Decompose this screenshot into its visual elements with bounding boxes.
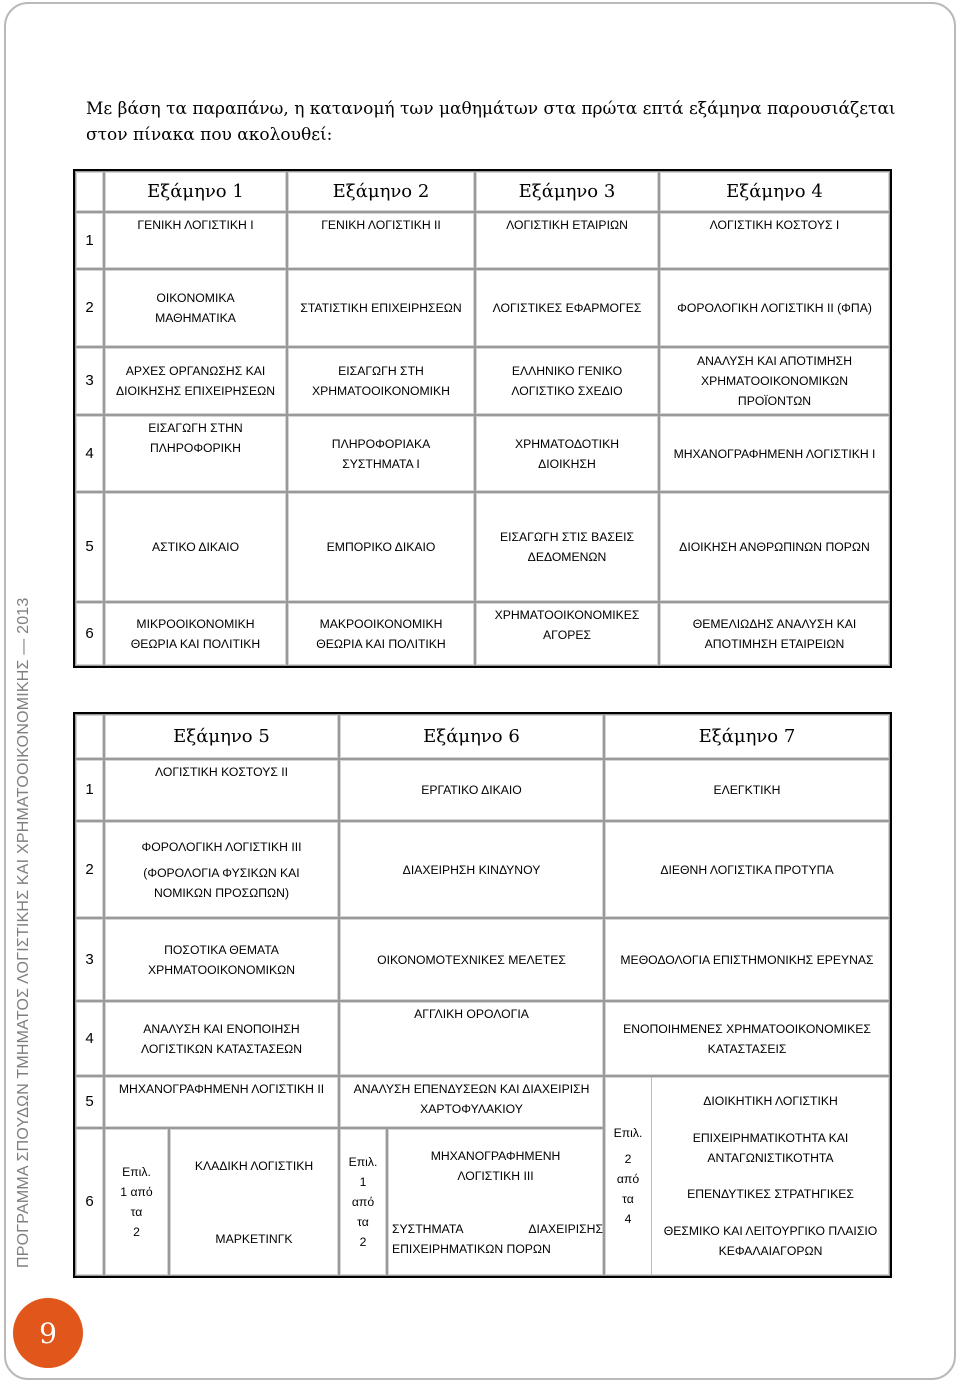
- course-cell: ΕΛΕΓΚΤΙΚΗ: [604, 759, 890, 821]
- semester-heading: Εξάμηνο 5: [104, 714, 339, 759]
- course-cell: ΕΙΣΑΓΩΓΗ ΣΤΗ ΧΡΗΜΑΤΟΟΙΚΟΝΟΜΙΚΗ: [287, 347, 475, 415]
- row-number: 4: [75, 415, 104, 492]
- course-cell: ΑΡΧΕΣ ΟΡΓΑΝΩΣΗΣ ΚΑΙ ΔΙΟΙΚΗΣΗΣ ΕΠΙΧΕΙΡΗΣΕΩΝ: [104, 347, 287, 415]
- row-number: 1: [75, 212, 104, 269]
- semesters-1-4-table: [73, 169, 892, 668]
- row-number: 3: [75, 347, 104, 415]
- course-cell: ΕΡΓΑΤΙΚΟ ΔΙΚΑΙΟ: [339, 759, 604, 821]
- row-number: 5: [75, 1076, 104, 1128]
- course-row: [75, 492, 890, 602]
- semester-heading: Εξάμηνο 1: [104, 171, 287, 212]
- elective-courses: ΜΗΧΑΝΟΓΡΑΦΗΜΕΝΗ ΛΟΓΙΣΤΙΚΗ ΙΙΙ ΣΥΣΤΗΜΑΤΑ ΔΙΑΧΕΙΡΙΣΗΣ ΕΠΙΧΕΙΡΗΜΑΤΙΚΩΝ ΠΟΡΩΝ: [387, 1128, 604, 1276]
- row-number: 6: [75, 602, 104, 666]
- elective-note: Επιλ. 1 από τα 2: [104, 1128, 169, 1276]
- course-cell: ΦΟΡΟΛΟΓΙΚΗ ΛΟΓΙΣΤΙΚΗ ΙΙ (ΦΠΑ): [659, 269, 890, 347]
- course-cell: ΠΛΗΡΟΦΟΡΙΑΚΑ ΣΥΣΤΗΜΑΤΑ Ι: [287, 415, 475, 492]
- course-cell: ΑΝΑΛΥΣΗ ΚΑΙ ΕΝΟΠΟΙΗΣΗ ΛΟΓΙΣΤΙΚΩΝ ΚΑΤΑΣΤΑΣΕΩΝ: [104, 1001, 339, 1076]
- page-number-badge: 9: [13, 1298, 83, 1368]
- course-row: [75, 602, 890, 666]
- course-cell: ΜΑΚΡΟΟΙΚΟΝΟΜΙΚΗ ΘΕΩΡΙΑ ΚΑΙ ΠΟΛΙΤΙΚΗ: [287, 602, 475, 666]
- semester-heading: Εξάμηνο 6: [339, 714, 604, 759]
- course-cell: ΛΟΓΙΣΤΙΚΗ ΚΟΣΤΟΥΣ Ι: [659, 212, 890, 269]
- course-cell: ΣΤΑΤΙΣΤΙΚΗ ΕΠΙΧΕΙΡΗΣΕΩΝ: [287, 269, 475, 347]
- course-cell: ΛΟΓΙΣΤΙΚΗ ΕΤΑΙΡΙΩΝ: [475, 212, 659, 269]
- row-number: 5: [75, 492, 104, 602]
- corner-cell: [75, 714, 104, 759]
- elective-note: Επιλ. 1 από τα 2: [339, 1128, 387, 1276]
- course-cell: ΕΜΠΟΡΙΚΟ ΔΙΚΑΙΟ: [287, 492, 475, 602]
- elective-note: Επιλ. 2 από τα 4: [605, 1077, 652, 1275]
- course-cell: ΜΗΧΑΝΟΓΡΑΦΗΜΕΝΗ ΛΟΓΙΣΤΙΚΗ Ι: [659, 415, 890, 492]
- course-row: [75, 269, 890, 347]
- course-row: [75, 1076, 890, 1128]
- header-row: [75, 714, 890, 759]
- row-number: 4: [75, 1001, 104, 1076]
- course-cell: ΔΙΕΘΝΗ ΛΟΓΙΣΤΙΚΑ ΠΡΟΤΥΠΑ: [604, 821, 890, 918]
- course-cell: ΜΗΧΑΝΟΓΡΑΦΗΜΕΝΗ ΛΟΓΙΣΤΙΚΗ ΙΙ: [104, 1076, 339, 1128]
- row-number: 3: [75, 918, 104, 1001]
- course-cell: ΕΙΣΑΓΩΓΗ ΣΤΗΝ ΠΛΗΡΟΦΟΡΙΚΗ: [104, 415, 287, 492]
- row-number: 6: [75, 1128, 104, 1276]
- course-row: [75, 918, 890, 1001]
- semester-heading: Εξάμηνο 3: [475, 171, 659, 212]
- semester-heading: Εξάμηνο 2: [287, 171, 475, 212]
- course-cell: ΜΙΚΡΟΟΙΚΟΝΟΜΙΚΗ ΘΕΩΡΙΑ ΚΑΙ ΠΟΛΙΤΙΚΗ: [104, 602, 287, 666]
- course-cell: ΜΕΘΟΔΟΛΟΓΙΑ ΕΠΙΣΤΗΜΟΝΙΚΗΣ ΕΡΕΥΝΑΣ: [604, 918, 890, 1001]
- corner-cell: [75, 171, 104, 212]
- course-row: [75, 415, 890, 492]
- course-cell: ΑΝΑΛΥΣΗ ΕΠΕΝΔΥΣΕΩΝ ΚΑΙ ΔΙΑΧΕΙΡΙΣΗ ΧΑΡΤΟΦΥΛΑΚΙΟΥ: [339, 1076, 604, 1128]
- course-row: [75, 347, 890, 415]
- row-number: 2: [75, 821, 104, 918]
- course-cell: ΓΕΝΙΚΗ ΛΟΓΙΣΤΙΚΗ ΙΙ: [287, 212, 475, 269]
- course-cell: ΘΕΜΕΛΙΩΔΗΣ ΑΝΑΛΥΣΗ ΚΑΙ ΑΠΟΤΙΜΗΣΗ ΕΤΑΙΡΕΙΩΝ: [659, 602, 890, 666]
- course-cell: ΔΙΟΙΚΗΣΗ ΑΝΘΡΩΠΙΝΩΝ ΠΟΡΩΝ: [659, 492, 890, 602]
- semester-heading: Εξάμηνο 7: [604, 714, 890, 759]
- course-cell: ΠΟΣΟΤΙΚΑ ΘΕΜΑΤΑ ΧΡΗΜΑΤΟΟΙΚΟΝΟΜΙΚΩΝ: [104, 918, 339, 1001]
- course-cell: ΟΙΚΟΝΟΜΙΚΑ ΜΑΘΗΜΑΤΙΚΑ: [104, 269, 287, 347]
- course-cell: ΧΡΗΜΑΤΟΔΟΤΙΚΗ ΔΙΟΙΚΗΣΗ: [475, 415, 659, 492]
- course-cell: ΟΙΚΟΝΟΜΟΤΕΧΝΙΚΕΣ ΜΕΛΕΤΕΣ: [339, 918, 604, 1001]
- course-cell: ΦΟΡΟΛΟΓΙΚΗ ΛΟΓΙΣΤΙΚΗ ΙΙΙ (ΦΟΡΟΛΟΓΙΑ ΦΥΣΙΚΩΝ ΚΑΙ ΝΟΜΙΚΩΝ ΠΡΟΣΩΠΩΝ): [104, 821, 339, 918]
- course-row: [75, 759, 890, 821]
- intro-line: Με βάση τα παραπάνω, η κατανομή των μαθημάτων στα πρώτα επτά εξάμηνα παρουσιάζεται: [86, 99, 896, 119]
- course-cell: ΕΝΟΠΟΙΗΜΕΝΕΣ ΧΡΗΜΑΤΟΟΙΚΟΝΟΜΙΚΕΣ ΚΑΤΑΣΤΑΣΕΙΣ: [604, 1001, 890, 1076]
- course-cell: ΧΡΗΜΑΤΟΟΙΚΟΝΟΜΙΚΕΣ ΑΓΟΡΕΣ: [475, 602, 659, 666]
- course-cell: ΕΛΛΗΝΙΚΟ ΓΕΝΙΚΟ ΛΟΓΙΣΤΙΚΟ ΣΧΕΔΙΟ: [475, 347, 659, 415]
- course-cell: ΕΙΣΑΓΩΓΗ ΣΤΙΣ ΒΑΣΕΙΣ ΔΕΔΟΜΕΝΩΝ: [475, 492, 659, 602]
- elective-courses: ΚΛΑΔΙΚΗ ΛΟΓΙΣΤΙΚΗ ΜΑΡΚΕΤΙΝΓΚ: [169, 1128, 339, 1276]
- course-cell: ΑΓΓΛΙΚΗ ΟΡΟΛΟΓΙΑ: [339, 1001, 604, 1076]
- course-row: [75, 821, 890, 918]
- sem7-electives-cell: [604, 1076, 890, 1276]
- intro-paragraph: [86, 96, 906, 148]
- course-cell: ΓΕΝΙΚΗ ΛΟΓΙΣΤΙΚΗ Ι: [104, 212, 287, 269]
- header-row: [75, 171, 890, 212]
- document-side-title: ΠΡΟΓΡΑΜΜΑ ΣΠΟΥΔΩΝ ΤΜΗΜΑΤΟΣ ΛΟΓΙΣΤΙΚΗΣ ΚΑΙ ΧΡΗΜΑΤΟΟΙΚΟΝΟΜΙΚΗΣ — 2013: [15, 597, 32, 1268]
- course-row: [75, 212, 890, 269]
- semester-heading: Εξάμηνο 4: [659, 171, 890, 212]
- course-row: [75, 1001, 890, 1076]
- course-cell: ΑΣΤΙΚΟ ΔΙΚΑΙΟ: [104, 492, 287, 602]
- row-number: 1: [75, 759, 104, 821]
- course-cell: ΛΟΓΙΣΤΙΚΗ ΚΟΣΤΟΥΣ ΙΙ: [104, 759, 339, 821]
- course-cell: ΛΟΓΙΣΤΙΚΕΣ ΕΦΑΡΜΟΓΕΣ: [475, 269, 659, 347]
- elective-courses: ΔΙΟΙΚΗΤΙΚΗ ΛΟΓΙΣΤΙΚΗ ΕΠΙΧΕΙΡΗΜΑΤΙΚΟΤΗΤΑ ΚΑΙ ΑΝΤΑΓΩΝΙΣΤΙΚΟΤΗΤΑ ΕΠΕΝΔΥΤΙΚΕΣ ΣΤΡΑΤΗΓΙΚΕΣ ΘΕΣΜΙΚΟ ΚΑΙ ΛΕΙΤΟΥΡΓΙΚΟ ΠΛΑΙΣΙΟ ΚΕΦΑΛΑΙΑΓΟΡΩΝ: [663, 1094, 878, 1258]
- intro-line: στον πίνακα που ακολουθεί:: [86, 125, 333, 145]
- course-cell: ΔΙΑΧΕΙΡΗΣΗ ΚΙΝΔΥΝΟΥ: [339, 821, 604, 918]
- semesters-5-7-table: [73, 712, 892, 1278]
- row-number: 2: [75, 269, 104, 347]
- course-cell: ΑΝΑΛΥΣΗ ΚΑΙ ΑΠΟΤΙΜΗΣΗ ΧΡΗΜΑΤΟΟΙΚΟΝΟΜΙΚΩΝ ΠΡΟΪΟΝΤΩΝ: [659, 347, 890, 415]
